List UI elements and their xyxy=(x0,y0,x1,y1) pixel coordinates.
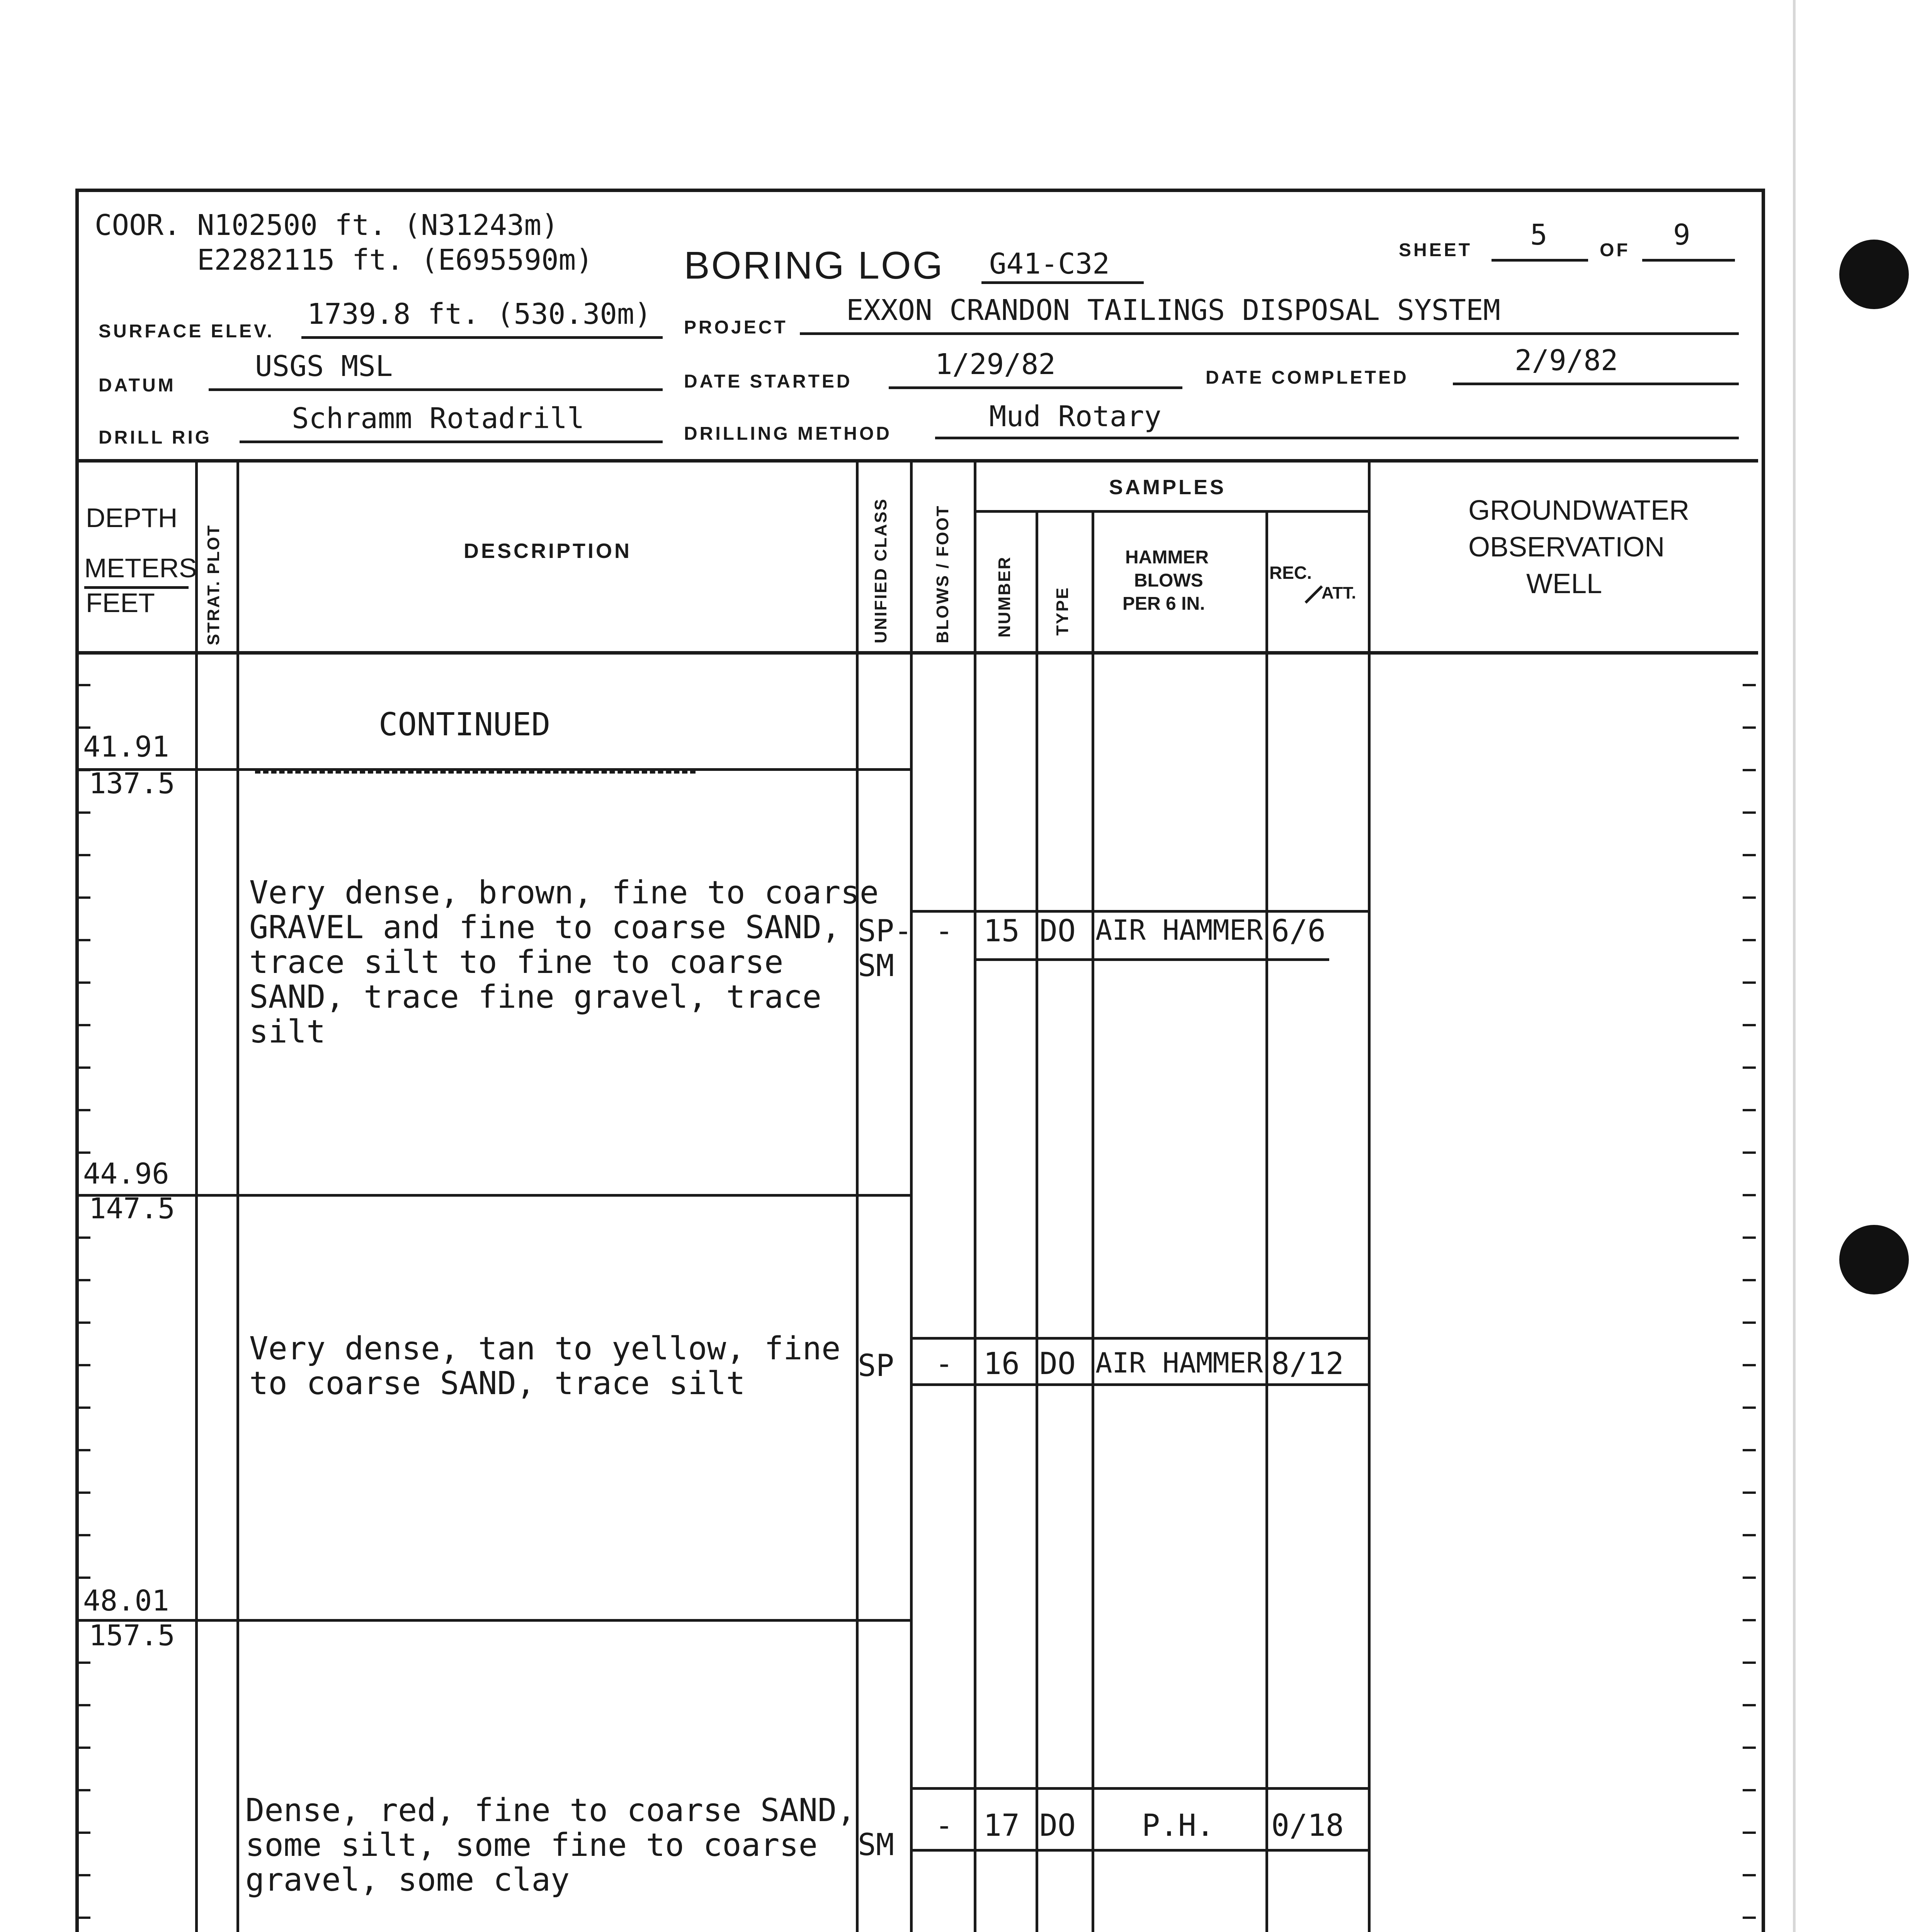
sample-15-number: 15 xyxy=(983,914,1020,949)
layer-3-line-3: gravel, some clay xyxy=(245,1862,570,1898)
sample-16-rec: 8/12 xyxy=(1271,1347,1344,1381)
layer-3-line-2: some silt, some fine to coarse xyxy=(245,1827,818,1864)
col-groundwater-2: OBSERVATION xyxy=(1468,532,1665,563)
layer-1-line-5: silt xyxy=(249,1014,326,1050)
datum-label: DATUM xyxy=(99,375,176,396)
well-tick xyxy=(1743,1874,1756,1876)
sample-17-hammer: P.H. xyxy=(1142,1808,1214,1843)
depth-tick xyxy=(77,896,90,899)
col-groundwater-3: WELL xyxy=(1526,568,1602,599)
depth-m-1: 41.91 xyxy=(83,730,169,764)
well-tick xyxy=(1743,1109,1756,1111)
layer-1-line-4: SAND, trace fine gravel, trace xyxy=(249,979,822,1015)
col-unified-class: UNIFIED CLASS xyxy=(871,498,890,643)
col-hammer-blows-2: BLOWS xyxy=(1134,570,1203,591)
sample-16-number: 16 xyxy=(983,1347,1020,1381)
depth-tick xyxy=(77,1151,90,1154)
depth-tick xyxy=(77,1534,90,1536)
well-tick xyxy=(1743,1151,1756,1154)
depth-tick xyxy=(77,726,90,729)
well-tick xyxy=(1743,1534,1756,1536)
surface-elev: 1739.8 ft. (530.30m) xyxy=(307,298,652,331)
well-tick xyxy=(1743,1024,1756,1026)
sample-16-blows: - xyxy=(935,1347,953,1381)
form-border xyxy=(75,189,1765,1932)
depth-ft-1: 137.5 xyxy=(89,767,175,800)
depth-tick xyxy=(77,1066,90,1069)
drilling-method-label: DRILLING METHOD xyxy=(684,423,892,444)
col-hammer-blows-1: HAMMER xyxy=(1125,547,1209,568)
depth-tick xyxy=(77,1406,90,1409)
depth-tick xyxy=(77,1492,90,1494)
col-depth: DEPTH xyxy=(86,503,178,533)
page-edge xyxy=(1793,0,1796,1932)
depth-tick xyxy=(77,1364,90,1366)
sample-17-type: DO xyxy=(1039,1808,1076,1843)
sample-15-type: DO xyxy=(1039,914,1076,949)
col-groundwater-1: GROUNDWATER xyxy=(1468,495,1689,526)
boring-id: G41-C32 xyxy=(989,247,1110,281)
depth-tick xyxy=(77,1109,90,1111)
project-name: EXXON CRANDON TAILINGS DISPOSAL SYSTEM xyxy=(846,294,1500,327)
project-label: PROJECT xyxy=(684,317,788,338)
col-strat-plot: STRAT. PLOT xyxy=(204,524,223,645)
depth-tick xyxy=(77,1024,90,1026)
date-started: 1/29/82 xyxy=(935,348,1056,381)
sample-15-blows: - xyxy=(935,914,953,949)
depth-tick xyxy=(77,1917,90,1919)
col-description: DESCRIPTION xyxy=(464,539,632,563)
well-tick xyxy=(1743,854,1756,856)
layer-2-line-1: Very dense, tan to yellow, fine xyxy=(249,1330,841,1367)
depth-tick xyxy=(77,1747,90,1749)
depth-tick xyxy=(77,1832,90,1834)
well-tick xyxy=(1743,1917,1756,1919)
depth-tick xyxy=(77,1279,90,1281)
sheet-label: SHEET xyxy=(1399,240,1473,260)
col-blows-foot: BLOWS / FOOT xyxy=(933,505,952,643)
sample-17-number: 17 xyxy=(983,1808,1020,1843)
depth-tick xyxy=(77,811,90,814)
datum: USGS MSL xyxy=(255,350,393,383)
well-tick xyxy=(1743,1066,1756,1069)
depth-tick xyxy=(77,939,90,941)
well-tick xyxy=(1743,1194,1756,1196)
sample-17-rec: 0/18 xyxy=(1271,1808,1344,1843)
date-started-label: DATE STARTED xyxy=(684,371,852,392)
punch-hole-middle xyxy=(1839,1225,1909,1294)
sheet-number: 5 xyxy=(1530,218,1548,252)
well-tick xyxy=(1743,1449,1756,1451)
depth-tick xyxy=(77,1789,90,1791)
depth-tick xyxy=(77,1577,90,1579)
well-tick xyxy=(1743,1364,1756,1366)
well-tick xyxy=(1743,1279,1756,1281)
coor-label: COOR. xyxy=(95,209,181,242)
well-tick xyxy=(1743,1832,1756,1834)
well-tick xyxy=(1743,811,1756,814)
sample-15-hammer: AIR HAMMER xyxy=(1095,914,1263,946)
well-tick xyxy=(1743,939,1756,941)
layer-continued-top: CONTINUED xyxy=(379,706,551,743)
col-samples: SAMPLES xyxy=(1109,476,1226,499)
layer-1-line-2: GRAVEL and fine to coarse SAND, xyxy=(249,909,841,946)
depth-tick xyxy=(77,1704,90,1706)
sample-16-hammer: AIR HAMMER xyxy=(1095,1347,1263,1379)
depth-tick xyxy=(77,1236,90,1239)
form-title: BORING LOG xyxy=(684,244,944,287)
depth-tick xyxy=(77,1874,90,1876)
col-meters: METERS xyxy=(84,553,197,583)
sheet-total: 9 xyxy=(1673,218,1690,252)
col-hammer-blows-3: PER 6 IN. xyxy=(1122,594,1205,614)
drilling-method: Mud Rotary xyxy=(989,400,1162,433)
coordinate-easting: E2282115 ft. (E695590m) xyxy=(197,243,593,277)
class-1b: SM xyxy=(858,949,894,983)
col-att: ATT. xyxy=(1321,583,1356,602)
layer-1-line-3: trace silt to fine to coarse xyxy=(249,944,784,981)
drill-rig-label: DRILL RIG xyxy=(99,427,212,448)
depth-tick xyxy=(77,1662,90,1664)
well-tick xyxy=(1743,1236,1756,1239)
depth-tick xyxy=(77,684,90,686)
class-3: SM xyxy=(858,1828,894,1862)
coordinate-northing: N102500 ft. (N31243m) xyxy=(197,209,559,242)
of-label: OF xyxy=(1600,240,1630,260)
depth-tick xyxy=(77,854,90,856)
sample-15-rec: 6/6 xyxy=(1271,914,1326,949)
col-type: TYPE xyxy=(1053,587,1072,636)
layer-3-line-1: Dense, red, fine to coarse SAND, xyxy=(245,1792,856,1829)
well-tick xyxy=(1743,1662,1756,1664)
class-2: SP xyxy=(858,1349,894,1383)
col-rec: REC. xyxy=(1269,563,1312,583)
date-completed-label: DATE COMPLETED xyxy=(1206,367,1409,388)
col-number: NUMBER xyxy=(995,556,1014,638)
well-tick xyxy=(1743,1619,1756,1621)
sample-16-type: DO xyxy=(1039,1347,1076,1381)
well-tick xyxy=(1743,726,1756,729)
layer-1-line-1: Very dense, brown, fine to coarse xyxy=(249,874,879,911)
depth-m-3: 48.01 xyxy=(83,1584,169,1617)
date-completed: 2/9/82 xyxy=(1515,344,1618,377)
layer-2-line-2: to coarse SAND, trace silt xyxy=(249,1365,745,1402)
sample-17-blows: - xyxy=(935,1808,953,1843)
well-tick xyxy=(1743,1406,1756,1409)
col-feet: FEET xyxy=(86,588,155,618)
well-tick xyxy=(1743,1577,1756,1579)
depth-tick xyxy=(77,1321,90,1324)
well-tick xyxy=(1743,769,1756,771)
punch-hole-top xyxy=(1839,240,1909,309)
depth-m-2: 44.96 xyxy=(83,1157,169,1190)
well-tick xyxy=(1743,1704,1756,1706)
depth-ft-3: 157.5 xyxy=(89,1619,175,1652)
well-tick xyxy=(1743,1789,1756,1791)
well-tick xyxy=(1743,1747,1756,1749)
well-tick xyxy=(1743,896,1756,899)
well-tick xyxy=(1743,981,1756,984)
class-1a: SP- xyxy=(858,914,912,949)
surface-elev-label: SURFACE ELEV. xyxy=(99,321,274,342)
depth-tick xyxy=(77,1449,90,1451)
well-tick xyxy=(1743,1492,1756,1494)
well-tick xyxy=(1743,1321,1756,1324)
depth-tick xyxy=(77,981,90,984)
drill-rig: Schramm Rotadrill xyxy=(292,402,585,435)
well-tick xyxy=(1743,684,1756,686)
depth-ft-2: 147.5 xyxy=(89,1192,175,1225)
